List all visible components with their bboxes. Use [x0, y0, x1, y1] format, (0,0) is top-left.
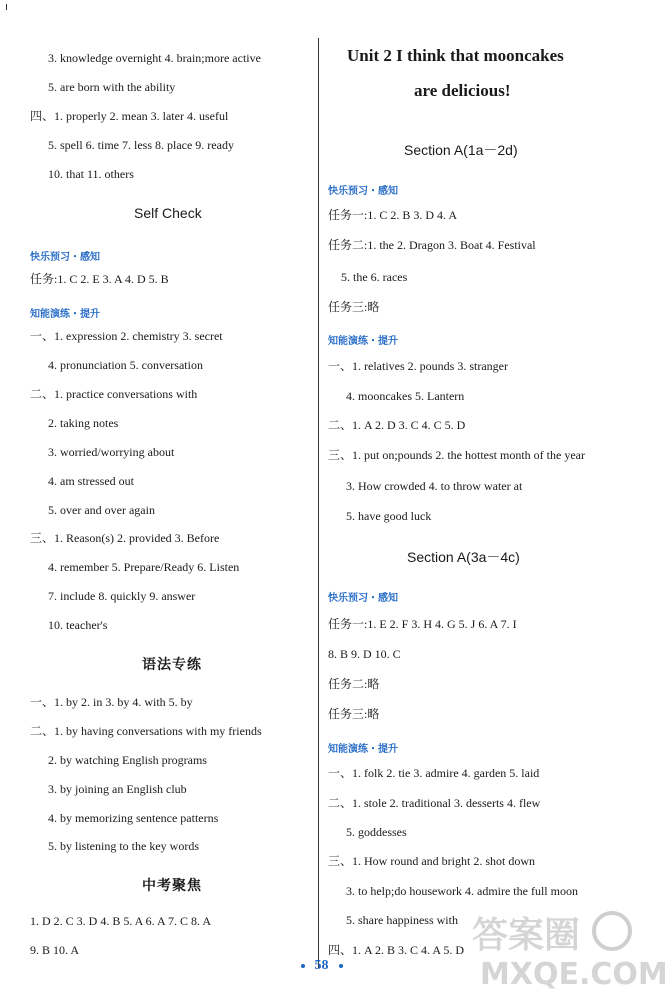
answer-line: 3. worried/worrying about — [48, 445, 175, 459]
answer-line: 任务二:略 — [328, 677, 380, 691]
answer-line: 10. teacher's — [48, 618, 108, 632]
section-label: 快乐预习・感知 — [328, 593, 398, 604]
answer-line: 三、1. Reason(s) 2. provided 3. Before — [30, 531, 220, 545]
section-label: 快乐预习・感知 — [328, 186, 398, 197]
watermark-text-cn: 答案圈 — [472, 915, 581, 956]
answer-line: 5. the 6. races — [341, 270, 408, 284]
answer-line: 3. How crowded 4. to throw water at — [346, 479, 523, 493]
answer-line: 4. am stressed out — [48, 474, 134, 488]
answer-line: 任务三:略 — [328, 707, 380, 721]
watermark — [462, 903, 668, 997]
answer-line: 二、1. A 2. D 3. C 4. C 5. D — [328, 418, 466, 432]
answer-line: 3. by joining an English club — [48, 782, 187, 796]
page-dot-right — [339, 964, 343, 968]
answer-line: 4. pronunciation 5. conversation — [48, 358, 203, 372]
answer-line: 二、1. by having conversations with my friends — [30, 724, 262, 738]
section-heading: Section A(1a－2d) — [404, 142, 518, 158]
answer-line: 5. have good luck — [346, 509, 432, 523]
answer-line: 任务三:略 — [328, 300, 380, 314]
corner-mark — [6, 4, 7, 10]
answer-line: 4. mooncakes 5. Lantern — [346, 389, 465, 403]
answer-line: 四、1. properly 2. mean 3. later 4. useful — [30, 109, 229, 123]
answer-line: 三、1. put on;pounds 2. the hottest month of the year — [328, 448, 585, 462]
answer-line: 一、1. folk 2. tie 3. admire 4. garden 5. laid — [328, 766, 540, 780]
watermark-text-en: MXQE.COM — [480, 957, 668, 992]
answer-line: 4. by memorizing sentence patterns — [48, 811, 219, 825]
answer-line: 任务一:1. E 2. F 3. H 4. G 5. J 6. A 7. I — [328, 617, 517, 631]
column-divider — [318, 38, 319, 968]
answer-line: 四、1. A 2. B 3. C 4. A 5. D — [328, 943, 465, 957]
answer-line: 5. by listening to the key words — [48, 839, 199, 853]
section-label: 知能演练・提升 — [30, 309, 100, 320]
answer-line: 9. B 10. A — [30, 943, 80, 957]
answer-line: 5. spell 6. time 7. less 8. place 9. ready — [48, 138, 234, 152]
answer-line: 3. to help;do housework 4. admire the full moon — [346, 884, 578, 898]
section-heading: Section A(3a－4c) — [407, 549, 520, 565]
answer-line: 一、1. relatives 2. pounds 3. stranger — [328, 359, 508, 373]
answer-line: 5. goddesses — [346, 825, 407, 839]
section-label: 知能演练・提升 — [328, 744, 398, 755]
answer-line: 5. are born with the ability — [48, 80, 176, 94]
answer-line: 一、1. by 2. in 3. by 4. with 5. by — [30, 695, 193, 709]
answer-line: 1. D 2. C 3. D 4. B 5. A 6. A 7. C 8. A — [30, 914, 212, 928]
answer-line: 一、1. expression 2. chemistry 3. secret — [30, 329, 223, 343]
answer-line: 任务:1. C 2. E 3. A 4. D 5. B — [30, 272, 169, 286]
answer-line: 三、1. How round and bright 2. shot down — [328, 854, 535, 868]
section-label: 知能演练・提升 — [328, 336, 398, 347]
answer-line: 二、1. stole 2. traditional 3. desserts 4. flew — [328, 796, 541, 810]
answer-line: 7. include 8. quickly 9. answer — [48, 589, 196, 603]
answer-line: 2. by watching English programs — [48, 753, 207, 767]
answer-line: 5. over and over again — [48, 503, 155, 517]
answer-line: 10. that 11. others — [48, 167, 134, 181]
answer-line: 8. B 9. D 10. C — [328, 647, 401, 661]
answer-line: 任务二:1. the 2. Dragon 3. Boat 4. Festival — [328, 238, 536, 252]
unit-title-line1: Unit 2 I think that mooncakes — [347, 46, 564, 65]
section-heading: Self Check — [134, 205, 202, 221]
section-heading: 语法专练 — [142, 657, 202, 673]
answer-line: 4. remember 5. Prepare/Ready 6. Listen — [48, 560, 240, 574]
answer-line: 3. knowledge overnight 4. brain;more active — [48, 51, 261, 65]
section-heading: 中考聚焦 — [142, 878, 202, 894]
answer-line: 二、1. practice conversations with — [30, 387, 198, 401]
answer-line: 5. share happiness with — [346, 913, 458, 927]
page-dot-left — [301, 964, 305, 968]
unit-title-line2: are delicious! — [414, 81, 511, 100]
answer-line: 2. taking notes — [48, 416, 119, 430]
section-label: 快乐预习・感知 — [30, 252, 100, 263]
page-number: 58 — [314, 958, 329, 973]
answer-line: 任务一:1. C 2. B 3. D 4. A — [328, 208, 458, 222]
